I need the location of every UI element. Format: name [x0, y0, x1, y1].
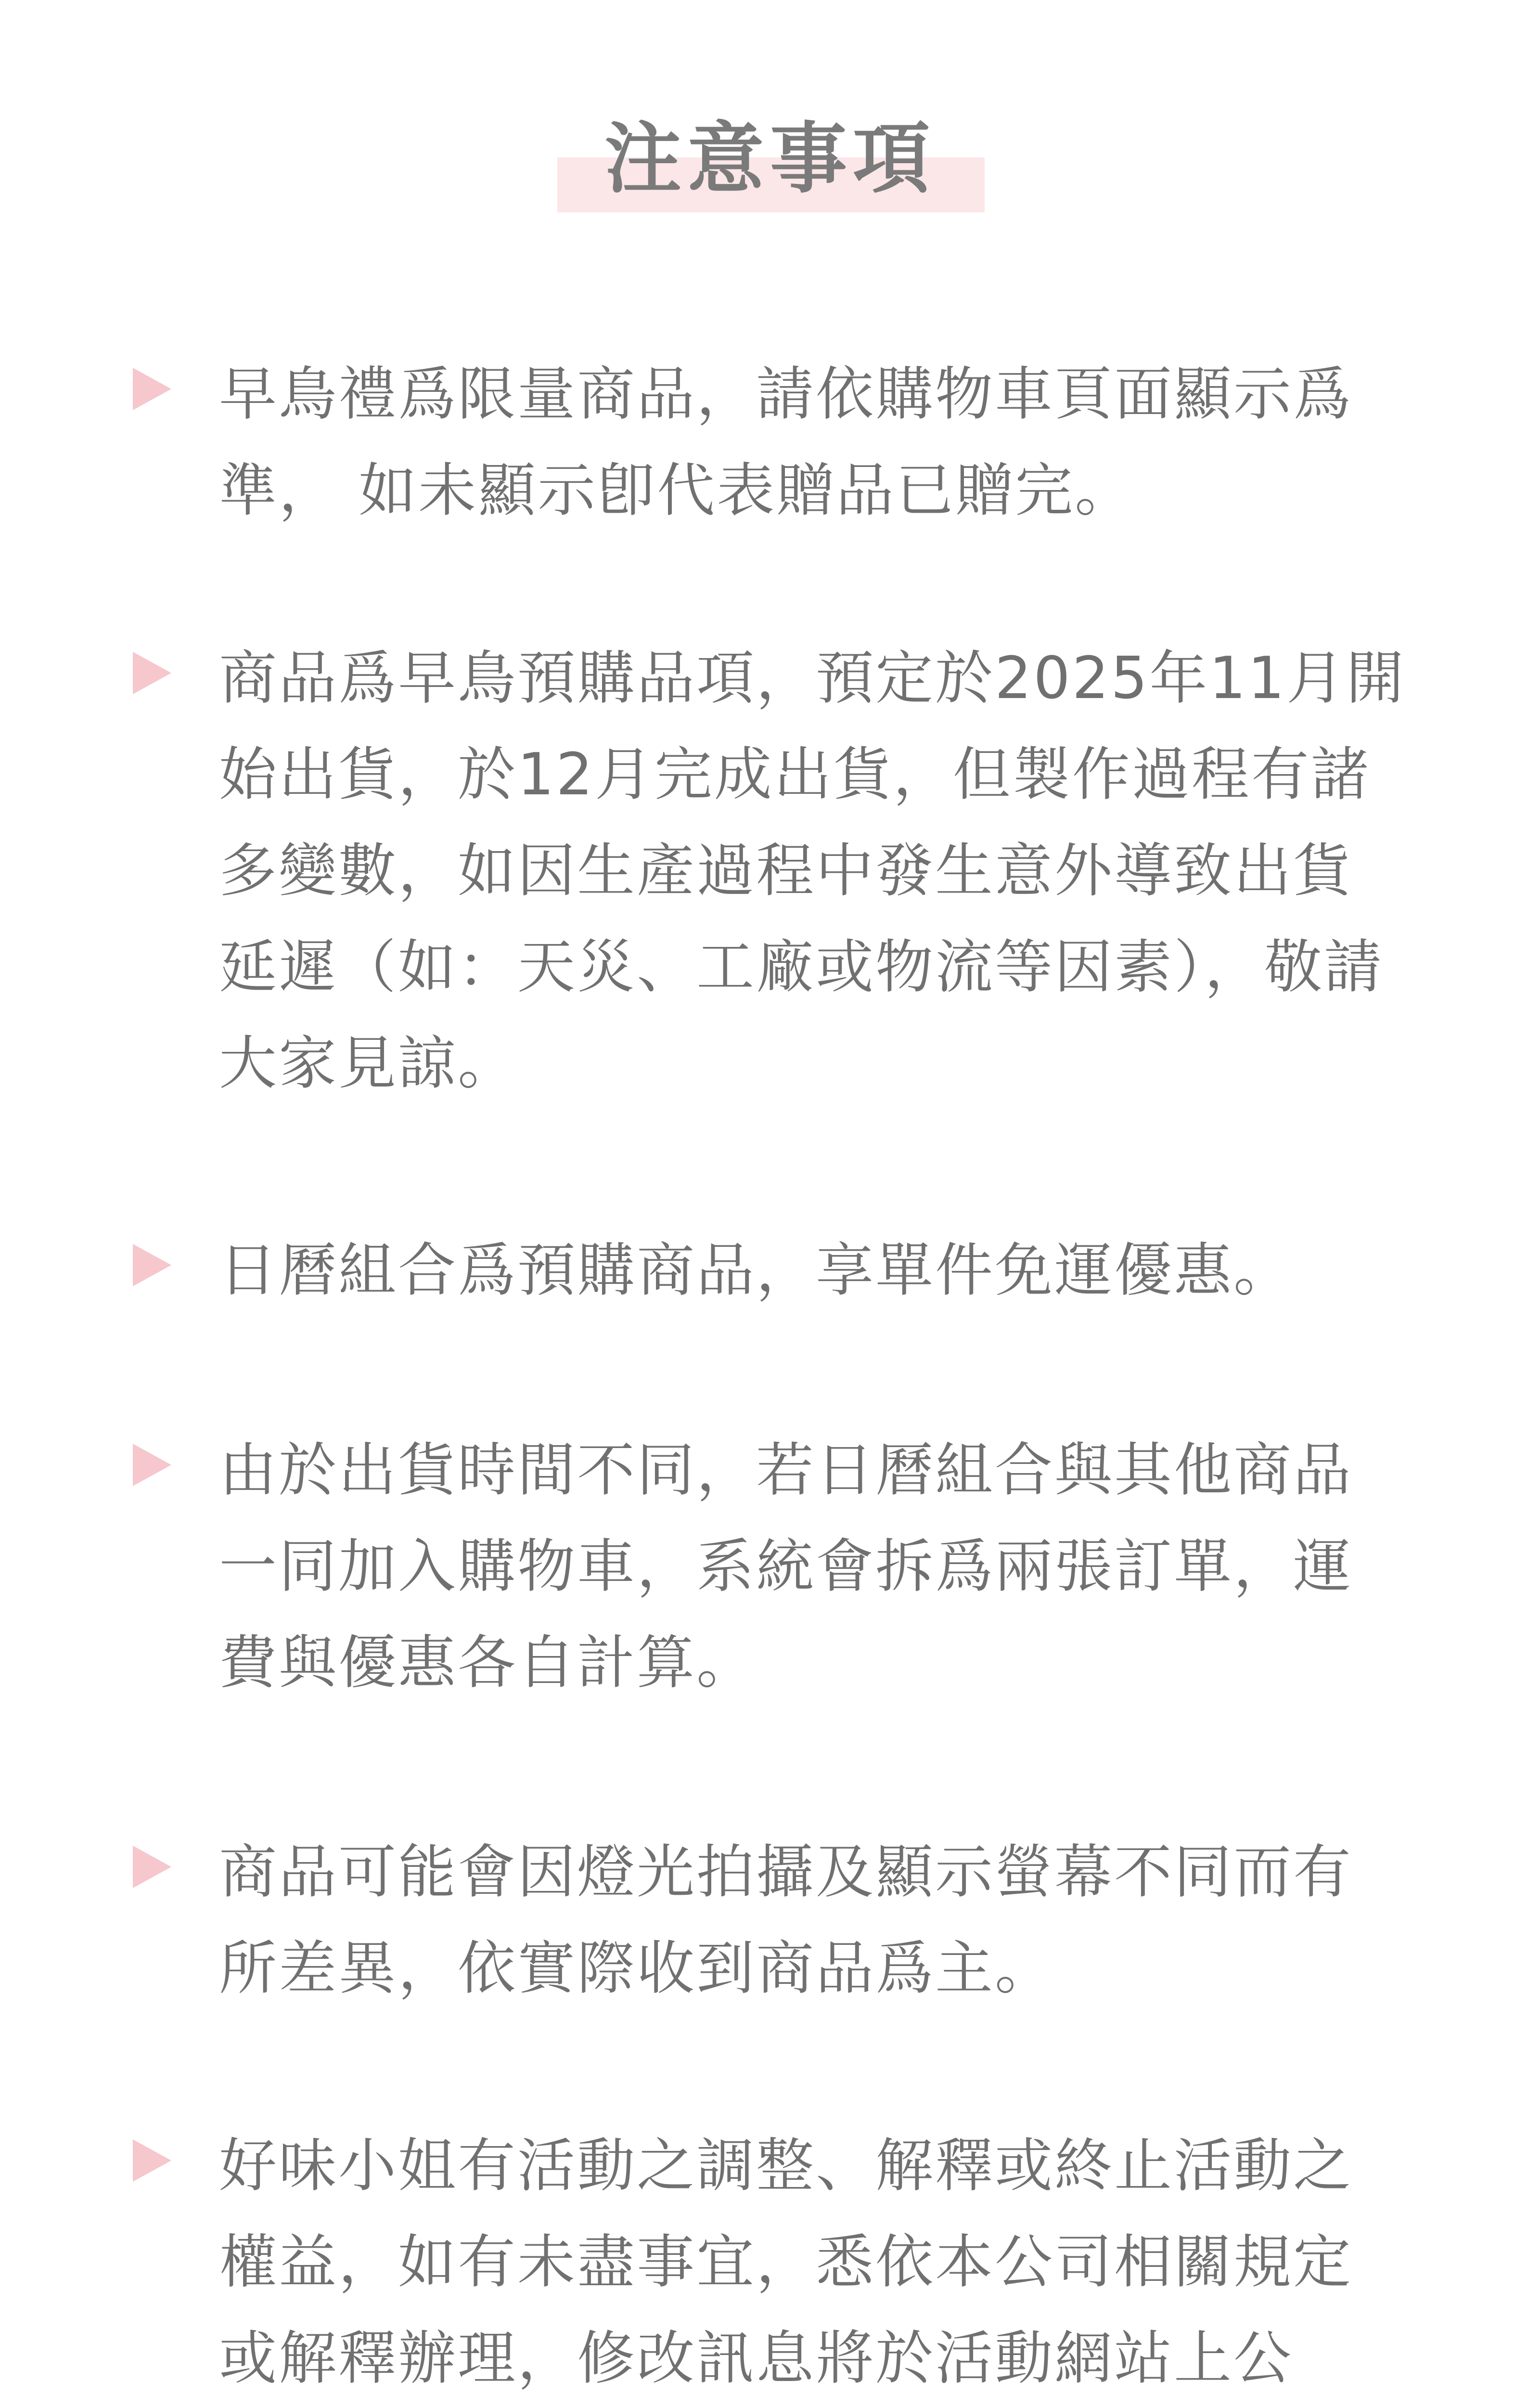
note-text: 由於出貨時間不同，若日曆組合與其他商品一同加入購物車，系統會拆爲兩張訂單，運費與優惠各自計算。: [219, 1437, 1353, 1696]
note-text: 日曆組合爲預購商品，享單件免運優惠。: [219, 1237, 1293, 1304]
triangle-right-icon: [133, 368, 171, 410]
triangle-right-icon: [133, 1244, 171, 1286]
note-text: 商品可能會因燈光拍攝及顯示螢幕不同而有所差異，依實際收到商品爲主。: [219, 1839, 1353, 2002]
triangle-right-icon: [133, 652, 171, 694]
note-text: 早鳥禮爲限量商品，請依購物車頁面顯示爲準， 如未顯示卽代表贈品已贈完。: [219, 361, 1353, 524]
triangle-right-icon: [133, 1444, 171, 1486]
note-text: 好味小姐有活動之調整、解釋或終止活動之權益，如有未盡事宜，悉依本公司相關規定或解釋辦理，修改訊息將於活動網站上公: [219, 2133, 1353, 2392]
title-section: [0, 101, 1540, 226]
note-text: 商品爲早鳥預購品項，預定於2025年11月開始出貨，於12月完成出貨，但製作過程有諸多變數，如因生產過程中發生意外導致出貨延遲（如：天災、工廠或物流等因素），敬請大家見諒。: [219, 645, 1406, 1097]
triangle-right-icon: [133, 2139, 171, 2182]
triangle-right-icon: [133, 1846, 171, 1888]
page-title: 注意事項: [604, 114, 936, 204]
